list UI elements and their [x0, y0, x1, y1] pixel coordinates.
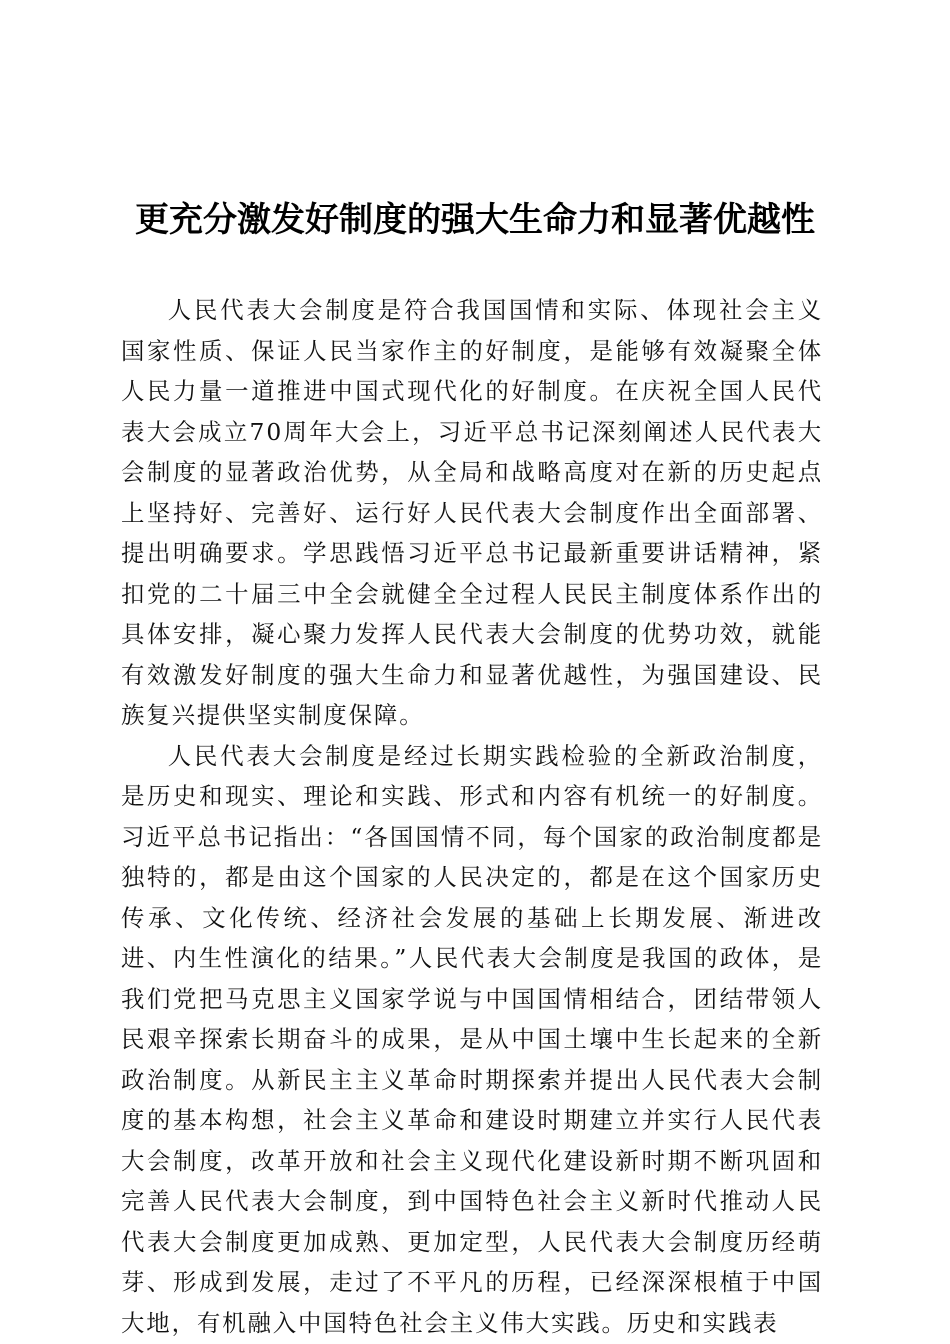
paragraph-2: 人民代表大会制度是经过长期实践检验的全新政治制度，是历史和现实、理论和实践、形式和内容有机统一的好制度。习近平总书记指出：“各国国情不同，每个国家的政治制度都是独特的，都是由这个国家的人民决定的，都是在这个国家历史传承、文化传统、经济社会发展的基础上长期发展、渐进改进、内生性演化的结果。”人民代表大会制度是我国的政体，是我们党把马克思主义国家学说与中国国情相结合，团结带领人民艰辛探索长期奋斗的成果，是从中国土壤中生长起来的全新政治制度。从新民主主义革命时期探索并提出人民代表大会制度的基本构想，社会主义革命和建设时期建立并实行人民代表大会制度，改革开放和社会主义现代化建设新时期不断巩固和完善人民代表大会制度，到中国特色社会主义新时代推动人民代表大会制度更加成熟、更加定型，人民代表大会制度历经萌芽、形成到发展，走过了不平凡的历程，已经深深根植于中国大地，有机融入中国特色社会主义伟大实践。历史和实践表 [121, 741, 823, 1337]
document-body [121, 290, 823, 1343]
paragraph-1: 人民代表大会制度是符合我国国情和实际、体现社会主义国家性质、保证人民当家作主的好制度，是能够有效凝聚全体人民力量一道推进中国式现代化的好制度。在庆祝全国人民代表大会成立70周年大会上，习近平总书记深刻阐述人民代表大会制度的显著政治优势，从全局和战略高度对在新的历史起点上坚持好、完善好、运行好人民代表大会制度作出全面部署、提出明确要求。学思践悟习近平总书记最新重要讲话精神，紧扣党的二十届三中全会就健全全过程人民民主制度体系作出的具体安排，凝心聚力发挥人民代表大会制度的优势功效，就能有效激发好制度的强大生命力和显著优越性，为强国建设、民族复兴提供坚实制度保障。 [121, 296, 823, 729]
document-title: 更充分激发好制度的强大生命力和显著优越性 [135, 200, 815, 240]
